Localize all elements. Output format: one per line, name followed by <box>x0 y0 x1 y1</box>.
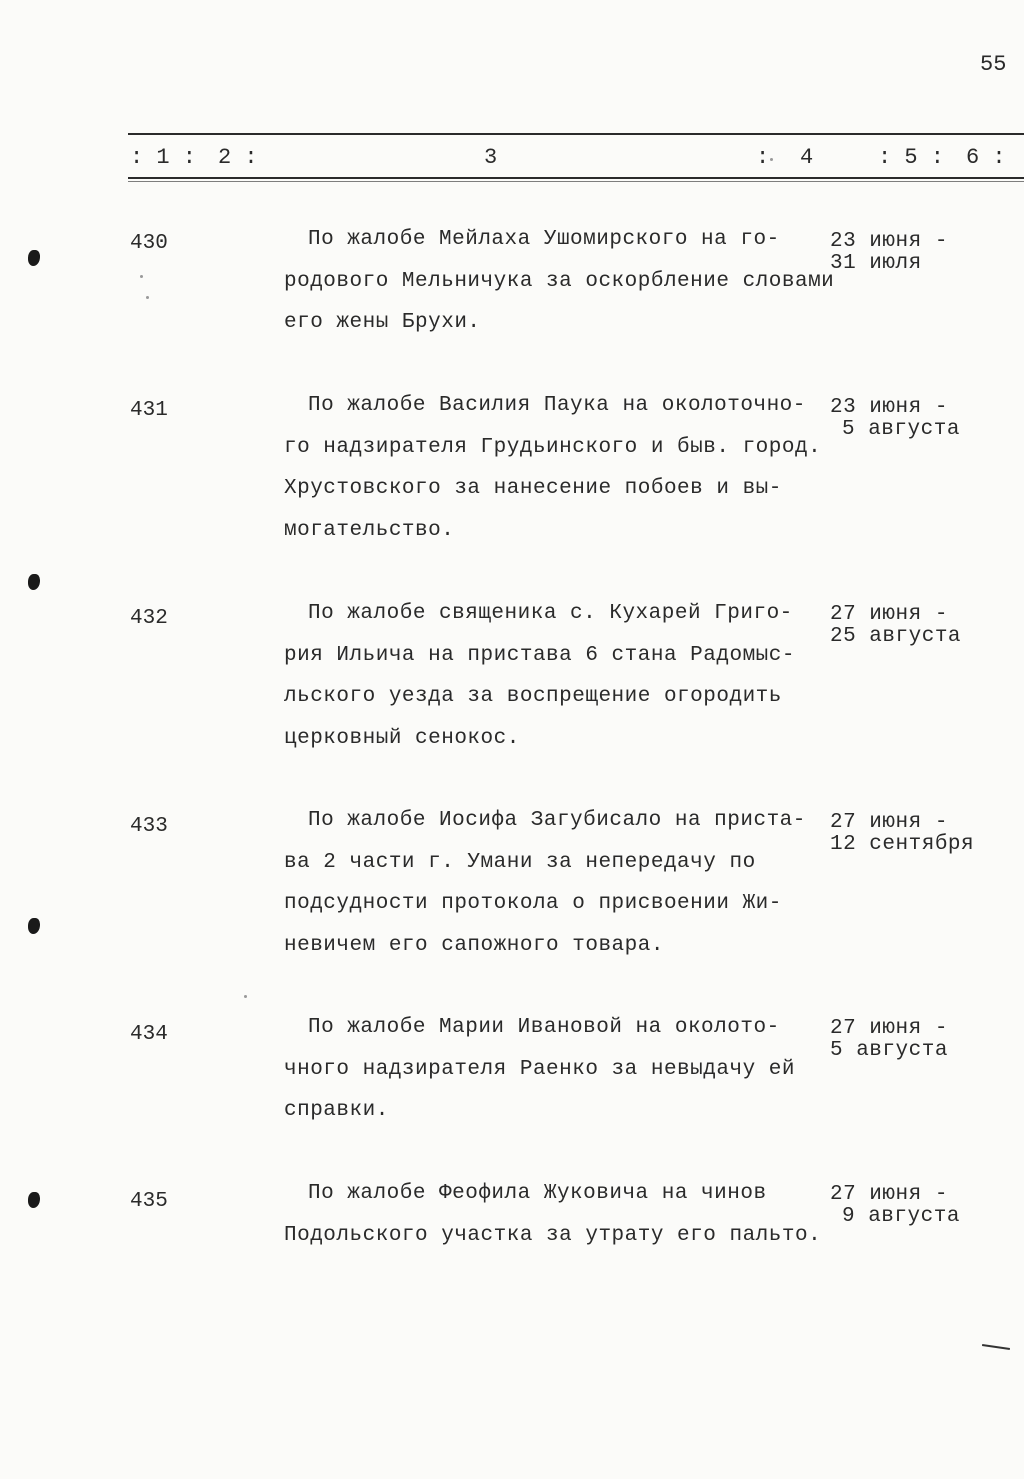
entry-text-line: По жалобе Василия Паука на околоточно- <box>308 394 806 417</box>
page-number: 55 <box>980 52 1007 77</box>
entry-date-start: 27 июня - <box>830 1183 948 1206</box>
entry-date-end: 5 августа <box>830 1039 948 1062</box>
entry-text-line: Подольского участка за утрату его пальто. <box>284 1223 822 1247</box>
entry-date-range <box>830 1184 960 1228</box>
entry-text-line: подсудности протокола о присвоении Жи- <box>284 892 782 915</box>
entry-date-range <box>830 231 948 275</box>
scan-speck <box>146 296 149 299</box>
header-bottom-rule-secondary <box>128 181 1024 182</box>
entry-date-start: 23 июня - <box>830 396 948 419</box>
entry-date-start: 23 июня - <box>830 230 948 253</box>
entry-text-line: По жалобе священика с. Кухарей Григо- <box>308 602 793 625</box>
scan-speck <box>770 158 773 161</box>
header-col-2: 2 : <box>218 145 258 170</box>
entry-text-line: невичем его сапожного товара. <box>284 933 664 957</box>
entry-text-line: ва 2 части г. Умани за непередачу по <box>284 850 756 874</box>
entry-date-end: 9 августа <box>842 1205 960 1228</box>
binder-hole-mark <box>28 918 40 934</box>
entry-text-line: могательство. <box>284 518 455 542</box>
header-col-3: 3 <box>484 145 498 170</box>
scan-speck <box>140 275 143 278</box>
scan-speck <box>244 995 247 998</box>
entry-date-end: 5 августа <box>842 418 960 441</box>
entry-text-line: По жалобе Иосифа Загубисало на приста- <box>308 809 806 832</box>
entry-text-line: чного надзирателя Раенко за невыдачу ей <box>284 1057 795 1081</box>
entry-text-line: льского уезда за воспрещение огородить <box>284 685 782 708</box>
entry-number: 432 <box>130 607 168 630</box>
entry-text-line: рия Ильича на пристава 6 стана Радомыс- <box>284 643 795 667</box>
entry-description <box>284 1007 824 1132</box>
entry-text-line: По жалобе Феофила Жуковича на чинов <box>308 1182 767 1205</box>
entry-date-end: 31 июля <box>830 252 922 275</box>
entry-date-range <box>830 604 961 648</box>
header-bottom-rule <box>128 177 1024 179</box>
entry-text-line: родового Мельничука за оскорбление словами <box>284 269 835 293</box>
entry-description <box>284 800 824 966</box>
entry-date-start: 27 июня - <box>830 1017 948 1040</box>
entry-date-end: 12 сентября <box>830 833 975 856</box>
entry-number: 430 <box>130 232 168 255</box>
entry-date-range <box>830 1018 948 1062</box>
entry-number: 435 <box>130 1190 168 1213</box>
entry-text-line: Хрустовского за нанесение побоев и вы- <box>284 477 782 500</box>
entry-text-line: справки. <box>284 1099 389 1122</box>
entry-description <box>284 385 824 551</box>
binder-hole-mark <box>28 250 40 266</box>
entry-text-line: церковный сенокос. <box>284 726 520 750</box>
entry-date-end: 25 августа <box>830 625 962 648</box>
entry-description <box>284 1173 824 1256</box>
entry-date-start: 27 июня - <box>830 811 948 834</box>
entry-description <box>284 219 835 344</box>
header-col-1: : 1 : <box>130 145 197 170</box>
entry-date-range <box>830 812 974 856</box>
entry-text-line: его жены Брухи. <box>284 311 481 334</box>
header-col-4: 4 <box>800 145 814 170</box>
entry-text-line: По жалобе Марии Ивановой на околото- <box>308 1016 780 1039</box>
binder-hole-mark <box>28 574 40 590</box>
entry-number: 431 <box>130 399 168 422</box>
binder-hole-mark <box>28 1192 40 1208</box>
entry-text-line: го надзирателя Грудьинского и быв. город. <box>284 435 822 459</box>
entry-date-range <box>830 397 960 441</box>
header-top-rule <box>128 133 1024 135</box>
entry-text-line: По жалобе Мейлаха Ушомирского на го- <box>308 228 780 251</box>
entry-description <box>284 593 824 759</box>
header-col-4-separator: : <box>756 145 770 170</box>
header-col-5: : 5 : <box>878 145 945 170</box>
header-col-6: 6 : <box>966 145 1006 170</box>
entry-date-start: 27 июня - <box>830 603 948 626</box>
entry-number: 433 <box>130 815 168 838</box>
entry-number: 434 <box>130 1023 168 1046</box>
pen-stroke-mark <box>982 1344 1010 1350</box>
